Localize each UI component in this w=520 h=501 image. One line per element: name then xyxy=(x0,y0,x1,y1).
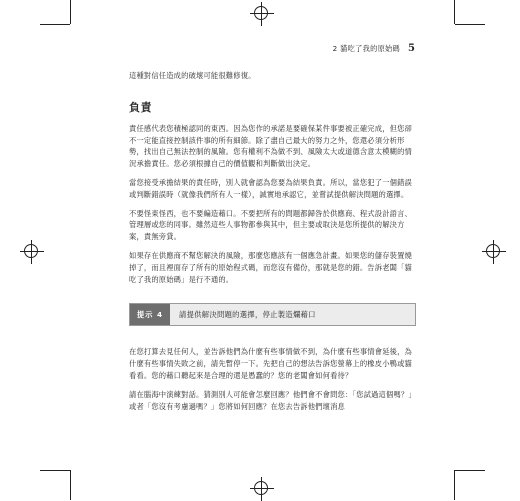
section-heading: 負責 xyxy=(129,100,152,114)
crop-mark xyxy=(454,470,455,500)
crop-mark xyxy=(70,470,71,500)
crop-mark xyxy=(70,0,71,24)
tip-label: 提示 4 xyxy=(130,304,170,325)
body-paragraph: 請在腦海中演練對話。猜測別人可能會怎麼回應？他們會不會問您：「您試過這個嗎？」或者「您沒有考慮過嗎？」您將如何回應？在您去告訴他們壞消息 xyxy=(129,389,416,411)
page-body xyxy=(129,70,416,419)
registration-mark-icon xyxy=(24,244,38,258)
crop-mark xyxy=(40,470,70,471)
registration-mark-icon xyxy=(486,244,500,258)
body-paragraph: 如果存在供應商不幫您解決的風險，那麼您應該有一個應急計畫。如果您的儲存裝置燒掉了，而且裡面存了所有的原始程式碼，而您沒有備份，那就是您的錯。告訴老闆「貓吃了我的原始碼」是行不通的。 xyxy=(129,250,412,284)
registration-mark-icon xyxy=(254,6,268,20)
chapter-title: 2 貓吃了我的原始碼 xyxy=(332,44,401,53)
crop-mark xyxy=(40,24,70,25)
body-paragraph: 責任感代表您積極認同的東西。因為您作的承諾是要確保某件事要被正確完成，但您卻不一定能直接控制該件事的所有細節。除了盡自己最大的努力之外，您還必須分析形勢，找出自己無法控制的風險。您有權利不為做不到、風險太大或道德含意太模糊的情況承擔責任。您必須根據自己的價值觀和判斷做出決定。 xyxy=(129,123,412,169)
tip-text: 請提供解決問題的選擇，停止製造爛藉口 xyxy=(170,304,415,325)
crop-mark xyxy=(454,0,455,24)
intro-paragraph: 這種對信任造成的破壞可能很難修復。 xyxy=(129,71,256,80)
tip-box xyxy=(129,303,416,326)
body-paragraph: 不要怪東怪西，也不要編造藉口。不要把所有的問題都歸咎於供應商、程式設計語言、管理層或您的同事。雖然這些人事物都參與其中，但主要或取決是您所提供的解決方案，責無旁貸。 xyxy=(129,208,412,242)
running-header xyxy=(300,43,415,54)
page-number: 5 xyxy=(408,43,415,54)
crop-mark xyxy=(455,24,485,25)
registration-mark-icon xyxy=(254,481,268,495)
body-paragraph: 當您接受承擔結果的責任時，別人就會認為您要為結果負責。所以，當您犯了一個錯誤或判斷錯誤時（就像我們所有人一樣），誠實地承認它，並嘗試提供解決問題的選擇。 xyxy=(129,177,412,199)
body-paragraph: 在您打算去見任何人，並告訴他們為什麼有些事情做不到，為什麼有些事情會延後，為什麼有些事情失敗之前，請先暫停一下。先把自己的想法告訴您螢幕上的橡皮小鴨或貓看看。您的藉口聽起來是合理的還是愚蠢的？您的老闆會如何看待？ xyxy=(129,347,412,380)
crop-mark xyxy=(455,470,485,471)
